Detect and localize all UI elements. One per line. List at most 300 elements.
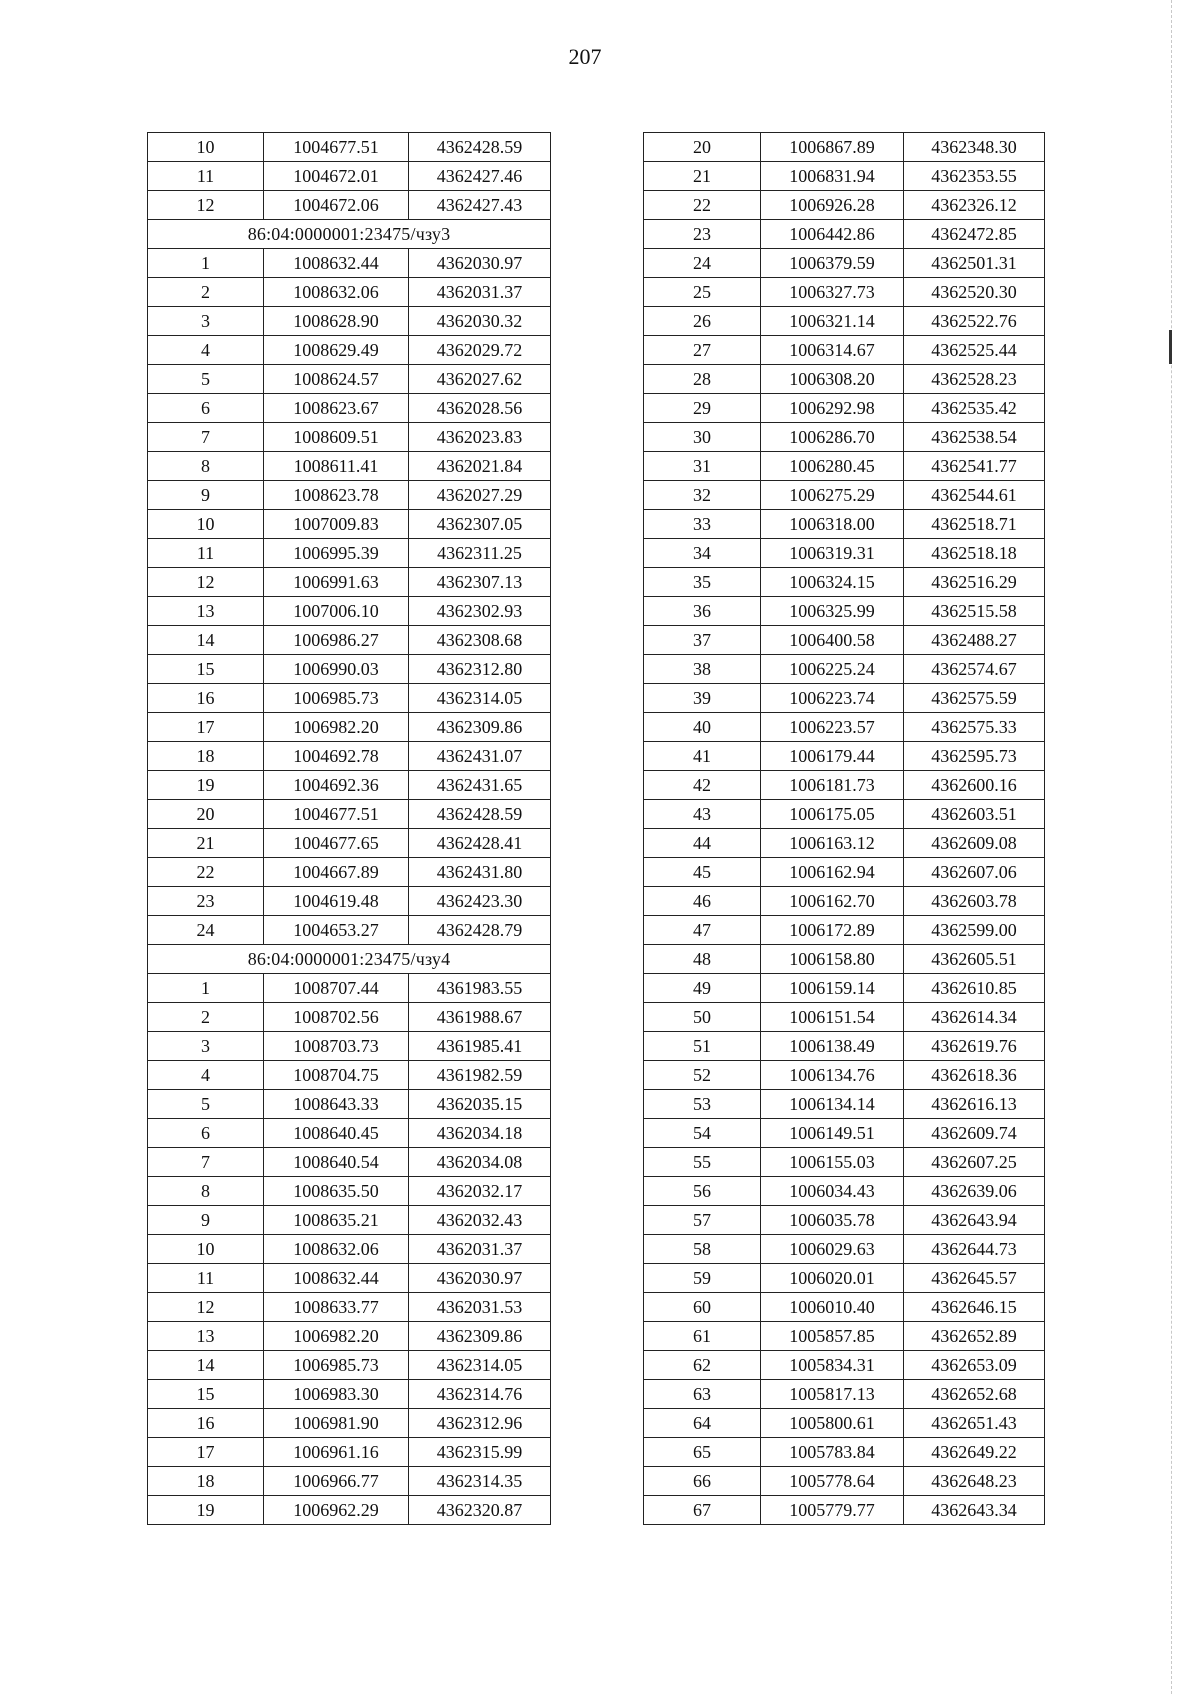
point-number-cell: 12 bbox=[148, 191, 264, 220]
table-row bbox=[148, 655, 551, 684]
table-row bbox=[644, 713, 1045, 742]
y-coordinate-cell: 4362595.73 bbox=[904, 742, 1045, 771]
table-row bbox=[644, 220, 1045, 249]
table-row bbox=[148, 1061, 551, 1090]
x-coordinate-cell: 1006181.73 bbox=[761, 771, 904, 800]
scan-edge-line bbox=[1171, 0, 1172, 1694]
point-number-cell: 4 bbox=[148, 336, 264, 365]
y-coordinate-cell: 4362427.46 bbox=[409, 162, 551, 191]
x-coordinate-cell: 1006159.14 bbox=[761, 974, 904, 1003]
table-row bbox=[644, 916, 1045, 945]
y-coordinate-cell: 4362538.54 bbox=[904, 423, 1045, 452]
point-number-cell: 51 bbox=[644, 1032, 761, 1061]
x-coordinate-cell: 1006995.39 bbox=[264, 539, 409, 568]
x-coordinate-cell: 1006020.01 bbox=[761, 1264, 904, 1293]
point-number-cell: 58 bbox=[644, 1235, 761, 1264]
x-coordinate-cell: 1006327.73 bbox=[761, 278, 904, 307]
point-number-cell: 2 bbox=[148, 278, 264, 307]
table-row bbox=[148, 452, 551, 481]
table-row bbox=[148, 684, 551, 713]
table-row bbox=[644, 771, 1045, 800]
x-coordinate-cell: 1006158.80 bbox=[761, 945, 904, 974]
point-number-cell: 56 bbox=[644, 1177, 761, 1206]
x-coordinate-cell: 1006134.14 bbox=[761, 1090, 904, 1119]
point-number-cell: 7 bbox=[148, 423, 264, 452]
table-row bbox=[644, 858, 1045, 887]
table-row bbox=[148, 1003, 551, 1032]
point-number-cell: 39 bbox=[644, 684, 761, 713]
y-coordinate-cell: 4362031.37 bbox=[409, 278, 551, 307]
table-row bbox=[148, 1380, 551, 1409]
scan-mark bbox=[1169, 330, 1172, 364]
table-row bbox=[148, 771, 551, 800]
point-number-cell: 42 bbox=[644, 771, 761, 800]
y-coordinate-cell: 4362616.13 bbox=[904, 1090, 1045, 1119]
y-coordinate-cell: 4362030.97 bbox=[409, 1264, 551, 1293]
point-number-cell: 43 bbox=[644, 800, 761, 829]
x-coordinate-cell: 1006308.20 bbox=[761, 365, 904, 394]
table-row bbox=[148, 626, 551, 655]
x-coordinate-cell: 1007009.83 bbox=[264, 510, 409, 539]
point-number-cell: 19 bbox=[148, 771, 264, 800]
y-coordinate-cell: 4362431.65 bbox=[409, 771, 551, 800]
table-row bbox=[644, 365, 1045, 394]
x-coordinate-cell: 1006275.29 bbox=[761, 481, 904, 510]
point-number-cell: 59 bbox=[644, 1264, 761, 1293]
x-coordinate-cell: 1004672.01 bbox=[264, 162, 409, 191]
table-row bbox=[148, 423, 551, 452]
table-row bbox=[644, 539, 1045, 568]
y-coordinate-cell: 4362614.34 bbox=[904, 1003, 1045, 1032]
point-number-cell: 8 bbox=[148, 452, 264, 481]
point-number-cell: 1 bbox=[148, 974, 264, 1003]
x-coordinate-cell: 1006867.89 bbox=[761, 133, 904, 162]
x-coordinate-cell: 1004677.51 bbox=[264, 800, 409, 829]
point-number-cell: 22 bbox=[644, 191, 761, 220]
point-number-cell: 18 bbox=[148, 742, 264, 771]
point-number-cell: 13 bbox=[148, 597, 264, 626]
x-coordinate-cell: 1006991.63 bbox=[264, 568, 409, 597]
y-coordinate-cell: 4362516.29 bbox=[904, 568, 1045, 597]
y-coordinate-cell: 4362607.06 bbox=[904, 858, 1045, 887]
point-number-cell: 62 bbox=[644, 1351, 761, 1380]
table-row bbox=[644, 1438, 1045, 1467]
y-coordinate-cell: 4362034.08 bbox=[409, 1148, 551, 1177]
point-number-cell: 15 bbox=[148, 1380, 264, 1409]
point-number-cell: 25 bbox=[644, 278, 761, 307]
x-coordinate-cell: 1008703.73 bbox=[264, 1032, 409, 1061]
y-coordinate-cell: 4362428.59 bbox=[409, 800, 551, 829]
y-coordinate-cell: 4362353.55 bbox=[904, 162, 1045, 191]
x-coordinate-cell: 1005857.85 bbox=[761, 1322, 904, 1351]
section-label: 86:04:0000001:23475/чзу3 bbox=[148, 220, 551, 249]
point-number-cell: 11 bbox=[148, 539, 264, 568]
y-coordinate-cell: 4362431.80 bbox=[409, 858, 551, 887]
point-number-cell: 15 bbox=[148, 655, 264, 684]
x-coordinate-cell: 1006172.89 bbox=[761, 916, 904, 945]
y-coordinate-cell: 4362311.25 bbox=[409, 539, 551, 568]
y-coordinate-cell: 4362031.37 bbox=[409, 1235, 551, 1264]
y-coordinate-cell: 4362639.06 bbox=[904, 1177, 1045, 1206]
y-coordinate-cell: 4362027.62 bbox=[409, 365, 551, 394]
x-coordinate-cell: 1006029.63 bbox=[761, 1235, 904, 1264]
x-coordinate-cell: 1006035.78 bbox=[761, 1206, 904, 1235]
point-number-cell: 3 bbox=[148, 307, 264, 336]
y-coordinate-cell: 4362575.33 bbox=[904, 713, 1045, 742]
y-coordinate-cell: 4362032.43 bbox=[409, 1206, 551, 1235]
table-row bbox=[644, 394, 1045, 423]
y-coordinate-cell: 4362575.59 bbox=[904, 684, 1045, 713]
x-coordinate-cell: 1007006.10 bbox=[264, 597, 409, 626]
x-coordinate-cell: 1008628.90 bbox=[264, 307, 409, 336]
table-row bbox=[148, 133, 551, 162]
table-body bbox=[148, 133, 551, 1525]
y-coordinate-cell: 4362312.80 bbox=[409, 655, 551, 684]
point-number-cell: 40 bbox=[644, 713, 761, 742]
point-number-cell: 37 bbox=[644, 626, 761, 655]
x-coordinate-cell: 1006324.15 bbox=[761, 568, 904, 597]
x-coordinate-cell: 1008643.33 bbox=[264, 1090, 409, 1119]
point-number-cell: 16 bbox=[148, 684, 264, 713]
x-coordinate-cell: 1008629.49 bbox=[264, 336, 409, 365]
point-number-cell: 61 bbox=[644, 1322, 761, 1351]
point-number-cell: 53 bbox=[644, 1090, 761, 1119]
point-number-cell: 6 bbox=[148, 394, 264, 423]
x-coordinate-cell: 1008623.78 bbox=[264, 481, 409, 510]
x-coordinate-cell: 1006134.76 bbox=[761, 1061, 904, 1090]
x-coordinate-cell: 1008611.41 bbox=[264, 452, 409, 481]
x-coordinate-cell: 1004677.65 bbox=[264, 829, 409, 858]
point-number-cell: 12 bbox=[148, 568, 264, 597]
x-coordinate-cell: 1006175.05 bbox=[761, 800, 904, 829]
point-number-cell: 24 bbox=[644, 249, 761, 278]
x-coordinate-cell: 1006223.74 bbox=[761, 684, 904, 713]
x-coordinate-cell: 1008635.21 bbox=[264, 1206, 409, 1235]
x-coordinate-cell: 1006223.57 bbox=[761, 713, 904, 742]
point-number-cell: 21 bbox=[148, 829, 264, 858]
table-row bbox=[644, 655, 1045, 684]
table-row bbox=[148, 1409, 551, 1438]
x-coordinate-cell: 1006990.03 bbox=[264, 655, 409, 684]
x-coordinate-cell: 1006982.20 bbox=[264, 713, 409, 742]
y-coordinate-cell: 4362309.86 bbox=[409, 713, 551, 742]
y-coordinate-cell: 4362535.42 bbox=[904, 394, 1045, 423]
table-row bbox=[644, 307, 1045, 336]
x-coordinate-cell: 1006986.27 bbox=[264, 626, 409, 655]
y-coordinate-cell: 4362314.76 bbox=[409, 1380, 551, 1409]
y-coordinate-cell: 4362030.97 bbox=[409, 249, 551, 278]
point-number-cell: 32 bbox=[644, 481, 761, 510]
y-coordinate-cell: 4361985.41 bbox=[409, 1032, 551, 1061]
point-number-cell: 17 bbox=[148, 713, 264, 742]
table-row bbox=[644, 510, 1045, 539]
x-coordinate-cell: 1008707.44 bbox=[264, 974, 409, 1003]
table-row bbox=[148, 336, 551, 365]
point-number-cell: 26 bbox=[644, 307, 761, 336]
point-number-cell: 33 bbox=[644, 510, 761, 539]
point-number-cell: 21 bbox=[644, 162, 761, 191]
table-row bbox=[644, 278, 1045, 307]
x-coordinate-cell: 1006400.58 bbox=[761, 626, 904, 655]
table-row bbox=[644, 974, 1045, 1003]
x-coordinate-cell: 1006034.43 bbox=[761, 1177, 904, 1206]
table-row bbox=[148, 858, 551, 887]
x-coordinate-cell: 1008632.06 bbox=[264, 1235, 409, 1264]
y-coordinate-cell: 4362034.18 bbox=[409, 1119, 551, 1148]
table-row bbox=[644, 1293, 1045, 1322]
table-row bbox=[644, 1235, 1045, 1264]
x-coordinate-cell: 1006149.51 bbox=[761, 1119, 904, 1148]
table-row bbox=[148, 800, 551, 829]
x-coordinate-cell: 1004653.27 bbox=[264, 916, 409, 945]
table-row bbox=[644, 191, 1045, 220]
point-number-cell: 66 bbox=[644, 1467, 761, 1496]
point-number-cell: 11 bbox=[148, 1264, 264, 1293]
x-coordinate-cell: 1004692.36 bbox=[264, 771, 409, 800]
point-number-cell: 9 bbox=[148, 1206, 264, 1235]
coordinates-table-right bbox=[643, 132, 1045, 1525]
table-row bbox=[148, 1467, 551, 1496]
x-coordinate-cell: 1005778.64 bbox=[761, 1467, 904, 1496]
x-coordinate-cell: 1008640.54 bbox=[264, 1148, 409, 1177]
table-row bbox=[644, 1119, 1045, 1148]
point-number-cell: 4 bbox=[148, 1061, 264, 1090]
point-number-cell: 29 bbox=[644, 394, 761, 423]
table-row bbox=[644, 1148, 1045, 1177]
point-number-cell: 34 bbox=[644, 539, 761, 568]
y-coordinate-cell: 4362309.86 bbox=[409, 1322, 551, 1351]
point-number-cell: 1 bbox=[148, 249, 264, 278]
y-coordinate-cell: 4362528.23 bbox=[904, 365, 1045, 394]
y-coordinate-cell: 4362307.05 bbox=[409, 510, 551, 539]
point-number-cell: 17 bbox=[148, 1438, 264, 1467]
point-number-cell: 49 bbox=[644, 974, 761, 1003]
point-number-cell: 12 bbox=[148, 1293, 264, 1322]
y-coordinate-cell: 4361983.55 bbox=[409, 974, 551, 1003]
table-row bbox=[148, 1351, 551, 1380]
point-number-cell: 64 bbox=[644, 1409, 761, 1438]
point-number-cell: 8 bbox=[148, 1177, 264, 1206]
x-coordinate-cell: 1006292.98 bbox=[761, 394, 904, 423]
table-row bbox=[644, 945, 1045, 974]
point-number-cell: 6 bbox=[148, 1119, 264, 1148]
y-coordinate-cell: 4362035.15 bbox=[409, 1090, 551, 1119]
y-coordinate-cell: 4362307.13 bbox=[409, 568, 551, 597]
x-coordinate-cell: 1006981.90 bbox=[264, 1409, 409, 1438]
x-coordinate-cell: 1006831.94 bbox=[761, 162, 904, 191]
point-number-cell: 23 bbox=[148, 887, 264, 916]
x-coordinate-cell: 1006280.45 bbox=[761, 452, 904, 481]
x-coordinate-cell: 1006162.70 bbox=[761, 887, 904, 916]
x-coordinate-cell: 1006982.20 bbox=[264, 1322, 409, 1351]
y-coordinate-cell: 4362348.30 bbox=[904, 133, 1045, 162]
x-coordinate-cell: 1006985.73 bbox=[264, 684, 409, 713]
table-row bbox=[644, 568, 1045, 597]
y-coordinate-cell: 4362488.27 bbox=[904, 626, 1045, 655]
table-row bbox=[148, 539, 551, 568]
point-number-cell: 10 bbox=[148, 133, 264, 162]
table-row bbox=[148, 597, 551, 626]
y-coordinate-cell: 4362603.78 bbox=[904, 887, 1045, 916]
y-coordinate-cell: 4362314.35 bbox=[409, 1467, 551, 1496]
y-coordinate-cell: 4362027.29 bbox=[409, 481, 551, 510]
x-coordinate-cell: 1006314.67 bbox=[761, 336, 904, 365]
y-coordinate-cell: 4362312.96 bbox=[409, 1409, 551, 1438]
y-coordinate-cell: 4362029.72 bbox=[409, 336, 551, 365]
table-row bbox=[644, 742, 1045, 771]
y-coordinate-cell: 4362646.15 bbox=[904, 1293, 1045, 1322]
table-row bbox=[644, 336, 1045, 365]
table-row bbox=[644, 481, 1045, 510]
coordinates-table-left bbox=[147, 132, 551, 1525]
table-row bbox=[644, 1264, 1045, 1293]
table-row bbox=[148, 1206, 551, 1235]
point-number-cell: 63 bbox=[644, 1380, 761, 1409]
point-number-cell: 20 bbox=[148, 800, 264, 829]
point-number-cell: 7 bbox=[148, 1148, 264, 1177]
point-number-cell: 28 bbox=[644, 365, 761, 394]
x-coordinate-cell: 1008704.75 bbox=[264, 1061, 409, 1090]
y-coordinate-cell: 4362501.31 bbox=[904, 249, 1045, 278]
y-coordinate-cell: 4362643.34 bbox=[904, 1496, 1045, 1525]
point-number-cell: 27 bbox=[644, 336, 761, 365]
point-number-cell: 31 bbox=[644, 452, 761, 481]
section-header-row bbox=[148, 220, 551, 249]
table-row bbox=[148, 394, 551, 423]
y-coordinate-cell: 4362618.36 bbox=[904, 1061, 1045, 1090]
x-coordinate-cell: 1006155.03 bbox=[761, 1148, 904, 1177]
point-number-cell: 55 bbox=[644, 1148, 761, 1177]
x-coordinate-cell: 1005834.31 bbox=[761, 1351, 904, 1380]
y-coordinate-cell: 4361982.59 bbox=[409, 1061, 551, 1090]
table-row bbox=[644, 626, 1045, 655]
table-row bbox=[148, 1235, 551, 1264]
y-coordinate-cell: 4362320.87 bbox=[409, 1496, 551, 1525]
y-coordinate-cell: 4362522.76 bbox=[904, 307, 1045, 336]
point-number-cell: 65 bbox=[644, 1438, 761, 1467]
y-coordinate-cell: 4361988.67 bbox=[409, 1003, 551, 1032]
x-coordinate-cell: 1005783.84 bbox=[761, 1438, 904, 1467]
x-coordinate-cell: 1008702.56 bbox=[264, 1003, 409, 1032]
point-number-cell: 16 bbox=[148, 1409, 264, 1438]
x-coordinate-cell: 1005800.61 bbox=[761, 1409, 904, 1438]
table-row bbox=[148, 510, 551, 539]
point-number-cell: 9 bbox=[148, 481, 264, 510]
x-coordinate-cell: 1004692.78 bbox=[264, 742, 409, 771]
x-coordinate-cell: 1006286.70 bbox=[761, 423, 904, 452]
x-coordinate-cell: 1008624.57 bbox=[264, 365, 409, 394]
y-coordinate-cell: 4362423.30 bbox=[409, 887, 551, 916]
point-number-cell: 48 bbox=[644, 945, 761, 974]
point-number-cell: 20 bbox=[644, 133, 761, 162]
x-coordinate-cell: 1006163.12 bbox=[761, 829, 904, 858]
table-row bbox=[148, 278, 551, 307]
x-coordinate-cell: 1006926.28 bbox=[761, 191, 904, 220]
y-coordinate-cell: 4362032.17 bbox=[409, 1177, 551, 1206]
x-coordinate-cell: 1008632.44 bbox=[264, 249, 409, 278]
y-coordinate-cell: 4362544.61 bbox=[904, 481, 1045, 510]
y-coordinate-cell: 4362652.68 bbox=[904, 1380, 1045, 1409]
x-coordinate-cell: 1004672.06 bbox=[264, 191, 409, 220]
y-coordinate-cell: 4362520.30 bbox=[904, 278, 1045, 307]
x-coordinate-cell: 1006010.40 bbox=[761, 1293, 904, 1322]
x-coordinate-cell: 1008632.06 bbox=[264, 278, 409, 307]
table-body bbox=[644, 133, 1045, 1525]
y-coordinate-cell: 4362308.68 bbox=[409, 626, 551, 655]
table-row bbox=[644, 1032, 1045, 1061]
point-number-cell: 46 bbox=[644, 887, 761, 916]
point-number-cell: 23 bbox=[644, 220, 761, 249]
point-number-cell: 67 bbox=[644, 1496, 761, 1525]
table-row bbox=[148, 1264, 551, 1293]
point-number-cell: 13 bbox=[148, 1322, 264, 1351]
point-number-cell: 47 bbox=[644, 916, 761, 945]
table-row bbox=[148, 1090, 551, 1119]
point-number-cell: 22 bbox=[148, 858, 264, 887]
x-coordinate-cell: 1008640.45 bbox=[264, 1119, 409, 1148]
y-coordinate-cell: 4362603.51 bbox=[904, 800, 1045, 829]
y-coordinate-cell: 4362610.85 bbox=[904, 974, 1045, 1003]
y-coordinate-cell: 4362431.07 bbox=[409, 742, 551, 771]
point-number-cell: 45 bbox=[644, 858, 761, 887]
x-coordinate-cell: 1005817.13 bbox=[761, 1380, 904, 1409]
y-coordinate-cell: 4362518.71 bbox=[904, 510, 1045, 539]
table-row bbox=[148, 829, 551, 858]
table-row bbox=[644, 162, 1045, 191]
point-number-cell: 54 bbox=[644, 1119, 761, 1148]
y-coordinate-cell: 4362609.74 bbox=[904, 1119, 1045, 1148]
y-coordinate-cell: 4362652.89 bbox=[904, 1322, 1045, 1351]
table-row bbox=[148, 974, 551, 1003]
point-number-cell: 44 bbox=[644, 829, 761, 858]
table-row bbox=[644, 249, 1045, 278]
point-number-cell: 5 bbox=[148, 1090, 264, 1119]
table-row bbox=[644, 1003, 1045, 1032]
table-row bbox=[148, 1119, 551, 1148]
table-row bbox=[148, 1438, 551, 1467]
y-coordinate-cell: 4362428.59 bbox=[409, 133, 551, 162]
table-row bbox=[148, 1148, 551, 1177]
table-row bbox=[644, 452, 1045, 481]
point-number-cell: 3 bbox=[148, 1032, 264, 1061]
table-row bbox=[644, 1061, 1045, 1090]
table-row bbox=[148, 1032, 551, 1061]
y-coordinate-cell: 4362427.43 bbox=[409, 191, 551, 220]
section-header-row bbox=[148, 945, 551, 974]
x-coordinate-cell: 1006138.49 bbox=[761, 1032, 904, 1061]
point-number-cell: 18 bbox=[148, 1467, 264, 1496]
x-coordinate-cell: 1008609.51 bbox=[264, 423, 409, 452]
point-number-cell: 52 bbox=[644, 1061, 761, 1090]
x-coordinate-cell: 1005779.77 bbox=[761, 1496, 904, 1525]
y-coordinate-cell: 4362645.57 bbox=[904, 1264, 1045, 1293]
x-coordinate-cell: 1006961.16 bbox=[264, 1438, 409, 1467]
table-row bbox=[148, 568, 551, 597]
y-coordinate-cell: 4362031.53 bbox=[409, 1293, 551, 1322]
table-row bbox=[644, 1380, 1045, 1409]
y-coordinate-cell: 4362302.93 bbox=[409, 597, 551, 626]
y-coordinate-cell: 4362619.76 bbox=[904, 1032, 1045, 1061]
point-number-cell: 11 bbox=[148, 162, 264, 191]
table-row bbox=[644, 829, 1045, 858]
x-coordinate-cell: 1008632.44 bbox=[264, 1264, 409, 1293]
y-coordinate-cell: 4362021.84 bbox=[409, 452, 551, 481]
y-coordinate-cell: 4362314.05 bbox=[409, 1351, 551, 1380]
x-coordinate-cell: 1006319.31 bbox=[761, 539, 904, 568]
y-coordinate-cell: 4362648.23 bbox=[904, 1467, 1045, 1496]
table-row bbox=[148, 742, 551, 771]
table-row bbox=[148, 1293, 551, 1322]
